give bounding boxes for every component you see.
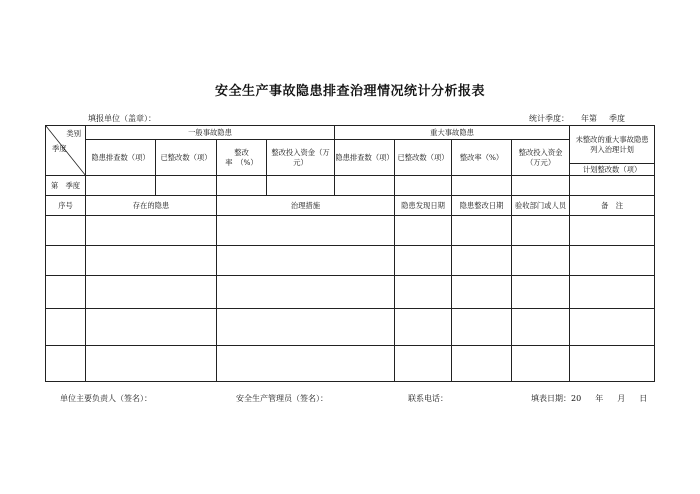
discovery-date-header: 隐患发现日期 [395, 196, 452, 216]
data-cell [156, 176, 217, 196]
general-rectified-count-header: 已整改数（项） [156, 140, 217, 176]
data-cell [570, 176, 655, 196]
detail-cell [570, 246, 655, 276]
detail-cell [217, 309, 395, 346]
major-checked-count-header: 隐患排查数（项） [335, 140, 395, 176]
detail-cell [512, 276, 570, 309]
detail-cell [395, 246, 452, 276]
general-hazard-group: 一般事故隐患 [86, 126, 335, 140]
detail-cell [452, 346, 512, 382]
serial-number-header: 序号 [46, 196, 86, 216]
detail-cell [86, 276, 217, 309]
principal-signature-label: 单位主要负责人（签名）： [60, 394, 152, 403]
detail-cell [217, 276, 395, 309]
detail-cell [395, 309, 452, 346]
detail-row [46, 276, 655, 309]
quarter-row-label: 第 季度 [46, 176, 86, 196]
detail-row [46, 246, 655, 276]
rectification-date-header: 隐患整改日期 [452, 196, 512, 216]
detail-row [46, 216, 655, 246]
major-hazard-group: 重大事故隐患 [335, 126, 570, 140]
quarter-label: 统计季度： [529, 114, 569, 123]
phone-label: 联系电话： [408, 394, 448, 403]
major-plan-header: 未整改的重大事故隐患列入治理计划 [570, 126, 655, 164]
detail-cell [46, 346, 86, 382]
reporting-unit-label: 填报单位（盖章）： [88, 114, 156, 123]
detail-cell [86, 216, 217, 246]
detail-cell [512, 246, 570, 276]
remarks-header: 备 注 [570, 196, 655, 216]
acceptance-dept-header: 验收部门或人员 [512, 196, 570, 216]
detail-cell [395, 346, 452, 382]
detail-cell [395, 276, 452, 309]
detail-cell [46, 276, 86, 309]
year-unit: 年 [595, 394, 604, 403]
detail-cell [570, 309, 655, 346]
report-table [45, 125, 655, 382]
detail-cell [217, 346, 395, 382]
detail-cell [217, 246, 395, 276]
detail-cell [512, 309, 570, 346]
data-cell [452, 176, 512, 196]
year-label: 年第 [581, 114, 597, 123]
general-investment-header: 整改投入资金（万元） [267, 140, 335, 176]
quarter-data-row [46, 176, 655, 196]
detail-header-row [46, 196, 655, 216]
detail-row [46, 309, 655, 346]
general-rectify-rate-header: 整改 率 （%） [217, 140, 267, 176]
category-quarter-corner [46, 126, 86, 176]
detail-cell [86, 309, 217, 346]
safety-manager-signature-label: 安全生产管理员（签名）： [236, 394, 328, 403]
data-cell [512, 176, 570, 196]
quarter-suffix: 季度 [609, 114, 625, 123]
statistics-quarter [529, 113, 625, 124]
detail-cell [46, 246, 86, 276]
report-title: 安全生产事故隐患排查治理情况统计分析报表 [214, 84, 485, 99]
detail-row [46, 346, 655, 382]
detail-cell [570, 276, 655, 309]
planned-rectify-count-header: 计划整改数（项） [570, 164, 655, 176]
data-cell [335, 176, 395, 196]
detail-cell [86, 346, 217, 382]
detail-cell [570, 346, 655, 382]
detail-cell [86, 246, 217, 276]
detail-cell [217, 216, 395, 246]
detail-cell [452, 276, 512, 309]
major-rectify-rate-header: 整改率（%） [452, 140, 512, 176]
fill-date-label: 填表日期：20 [531, 394, 582, 403]
corner-category-label: 类别 [66, 129, 81, 138]
month-unit: 月 [617, 394, 626, 403]
detail-cell [452, 246, 512, 276]
remediation-measures-header: 治理措施 [217, 196, 395, 216]
detail-cell [452, 216, 512, 246]
general-checked-count-header: 隐患排查数（项） [86, 140, 156, 176]
detail-cell [512, 346, 570, 382]
detail-cell [46, 216, 86, 246]
detail-cell [46, 309, 86, 346]
corner-quarter-label: 季度 [52, 144, 67, 153]
existing-hazard-header: 存在的隐患 [86, 196, 217, 216]
detail-cell [395, 216, 452, 246]
data-cell [217, 176, 267, 196]
major-rectified-count-header: 已整改数（项） [395, 140, 452, 176]
data-cell [86, 176, 156, 196]
detail-cell [452, 309, 512, 346]
detail-cell [512, 216, 570, 246]
day-unit: 日 [639, 394, 648, 403]
major-investment-header: 整改投入资金（万元） [512, 140, 570, 176]
fill-date [531, 393, 653, 404]
detail-cell [570, 216, 655, 246]
data-cell [267, 176, 335, 196]
data-cell [395, 176, 452, 196]
